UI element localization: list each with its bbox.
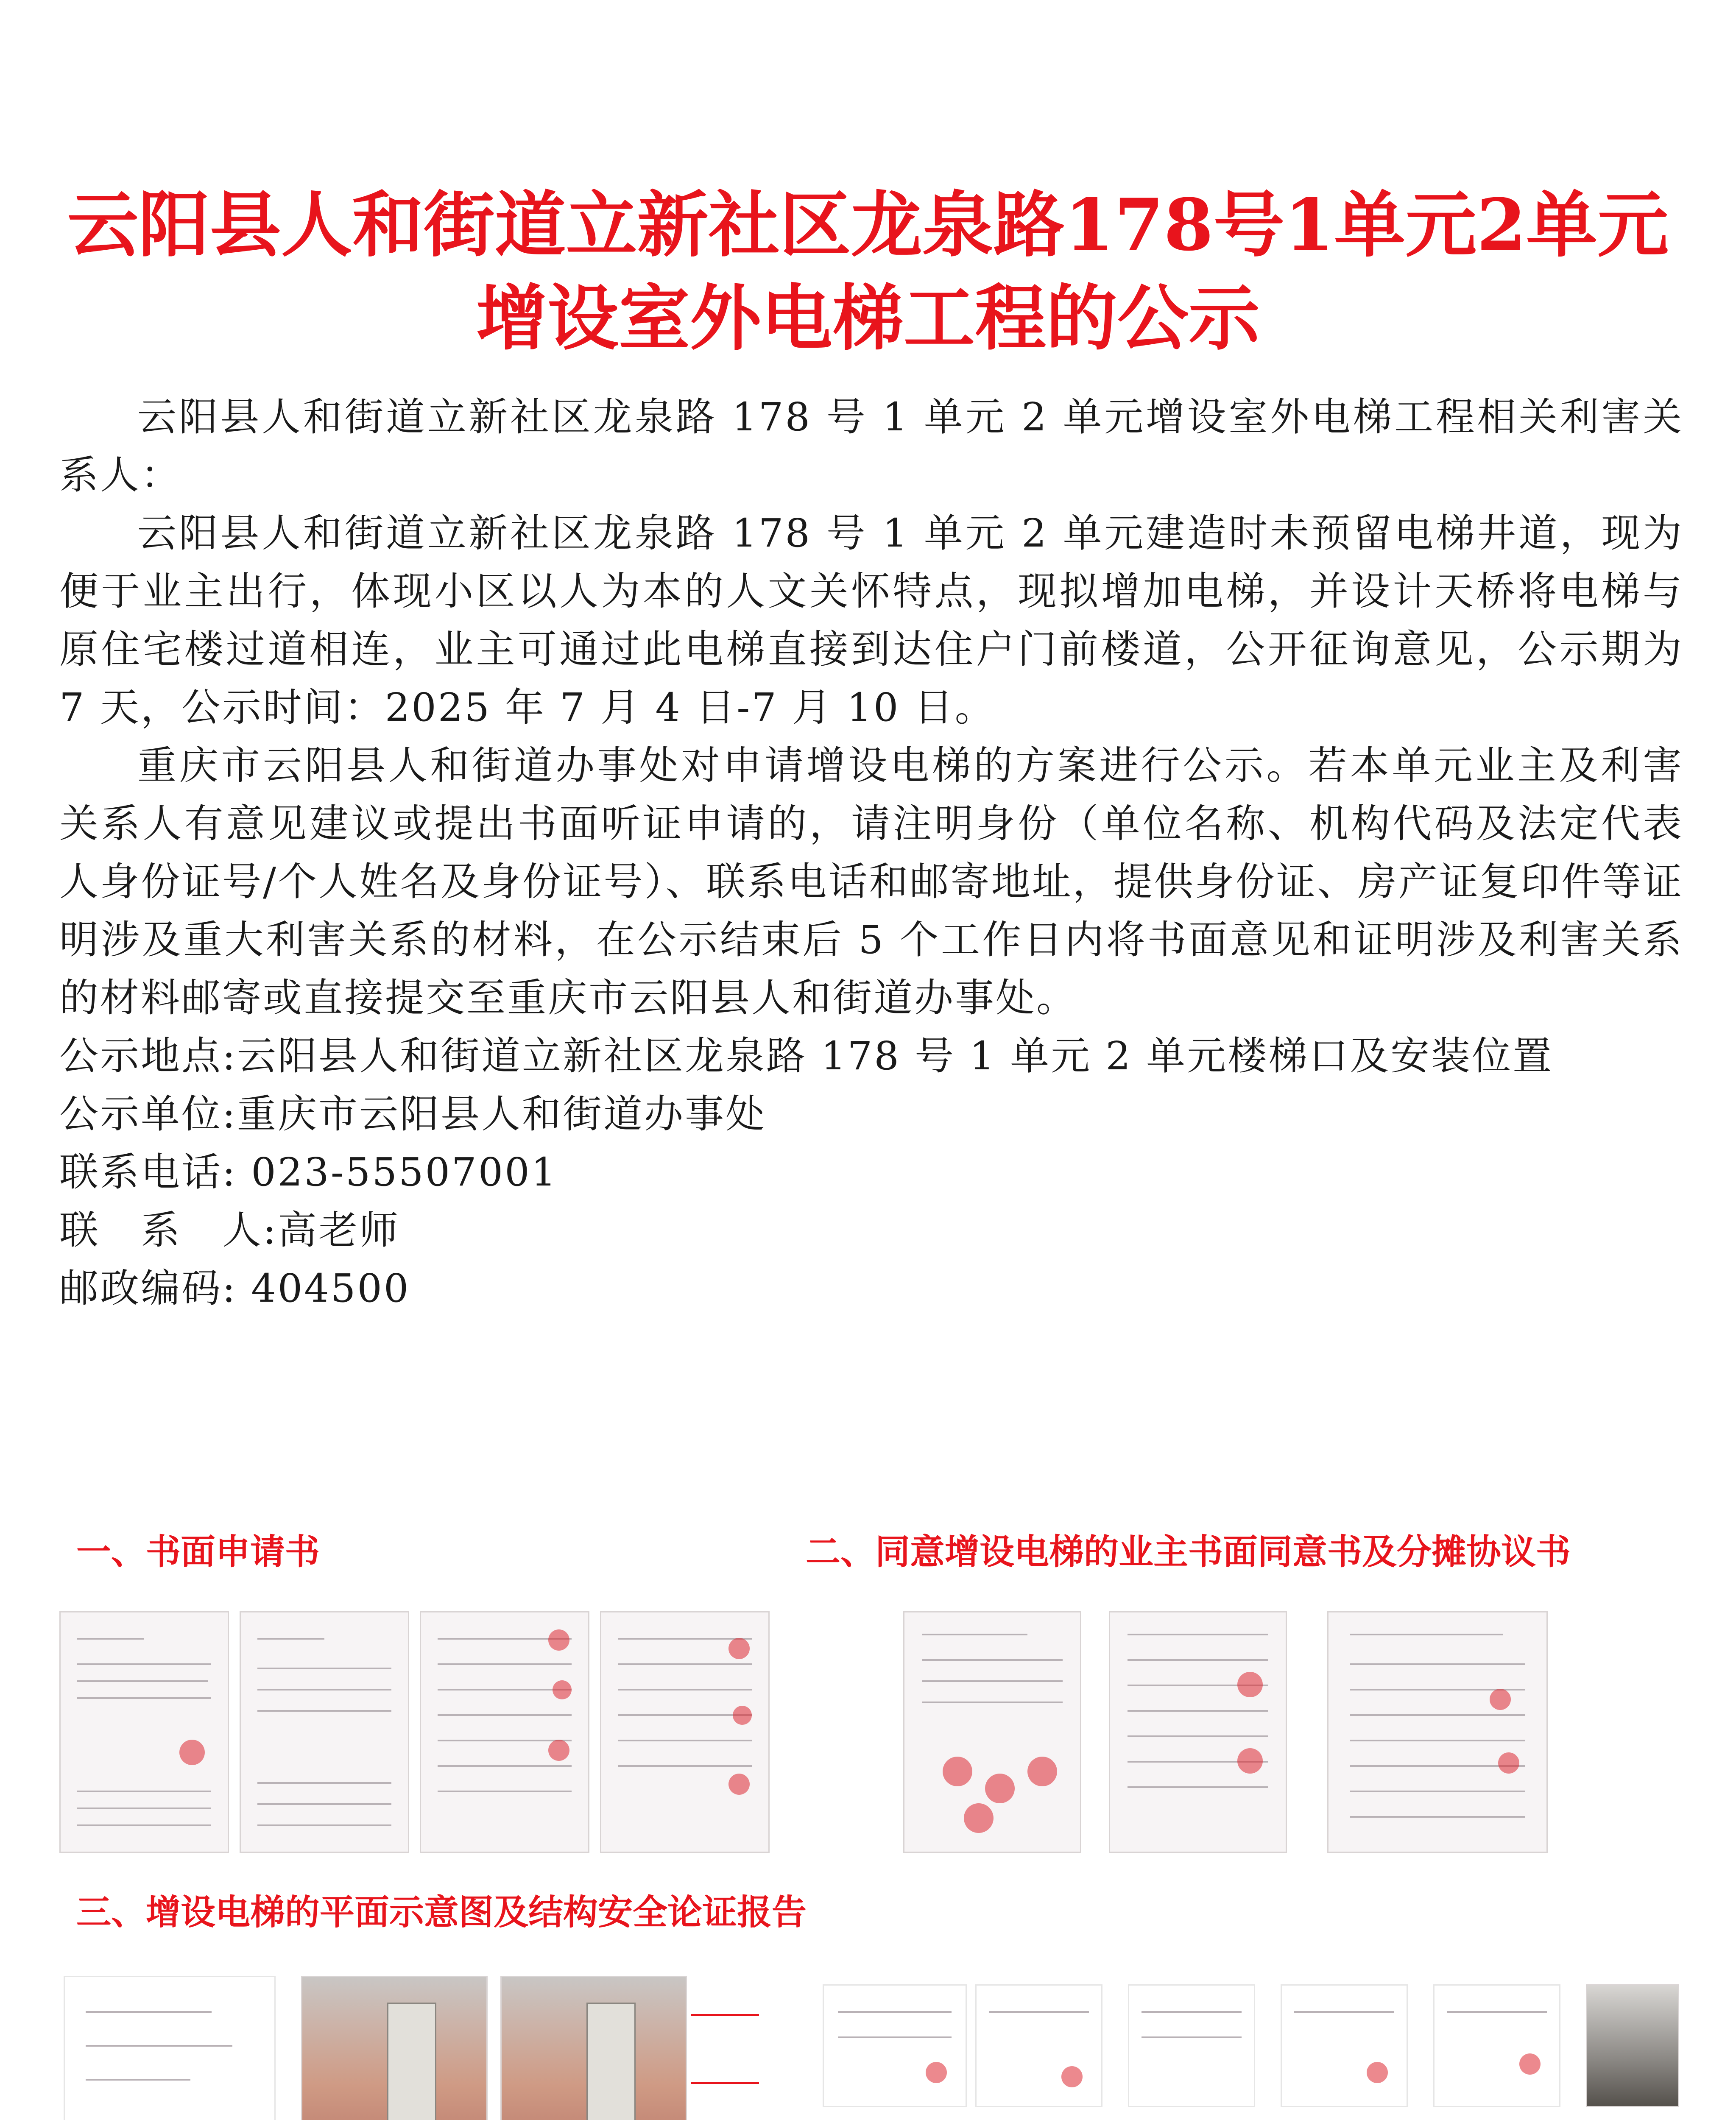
application-letter-page-2 bbox=[240, 1611, 409, 1853]
notice-title-line1: 云阳县人和街道立新社区龙泉路178号1单元2单元 bbox=[67, 183, 1669, 267]
safety-report-page-1 bbox=[823, 1984, 967, 2107]
safety-report-page-2 bbox=[1281, 1984, 1408, 2107]
contact-phone: 联系电话: 023-55507001 bbox=[59, 1149, 558, 1195]
consent-form-page-2 bbox=[1109, 1611, 1287, 1853]
consent-form-page-1 bbox=[903, 1611, 1081, 1853]
application-letter-page-1 bbox=[59, 1611, 229, 1853]
notice-body bbox=[59, 388, 1683, 1317]
contact-person: 联 系 人:高老师 bbox=[59, 1208, 400, 1253]
elevator-rendering-photo-1 bbox=[301, 1976, 488, 2120]
safety-report-page-3 bbox=[1433, 1984, 1560, 2107]
application-signature-page-1 bbox=[420, 1611, 589, 1853]
section-1-heading: 一、书面申请书 bbox=[76, 1531, 320, 1572]
paragraph-2: 重庆市云阳县人和街道办事处对申请增设电梯的方案进行公示。若本单元业主及利害关系人有意见建议或提出书面听证申请的，请注明身份（单位名称、机构代码及法定代表人身份证号/个人姓名及身份证号）、联系电话和邮寄地址，提供身份证、房产证复印件等证明涉及重大利害关系的材料，在公示结束后 5 个工作日内将书面意见和证明涉及利害关系的材料邮寄或直接提交至重庆市云阳县人和街道办事处。 bbox=[59, 743, 1683, 1021]
addressee: 云阳县人和街道立新社区龙泉路 178 号 1 单元 2 单元增设室外电梯工程相关利害关系人： bbox=[59, 394, 1683, 498]
postal-code: 邮政编码: 404500 bbox=[59, 1266, 410, 1311]
building-photo bbox=[1586, 1984, 1679, 2107]
section-2-heading: 二、同意增设电梯的业主书面同意书及分摊协议书 bbox=[806, 1531, 1571, 1572]
section-3-heading: 三、增设电梯的平面示意图及结构安全论证报告 bbox=[76, 1892, 807, 1933]
cost-sharing-agreement bbox=[1327, 1611, 1548, 1853]
elevator-rendering-photo-2 bbox=[500, 1976, 687, 2120]
qualification-certificate-copy bbox=[1128, 1984, 1255, 2107]
business-license-copy bbox=[975, 1984, 1102, 2107]
application-signature-page-2 bbox=[600, 1611, 770, 1853]
notice-title-line2: 增设室外电梯工程的公示 bbox=[476, 276, 1260, 360]
notice-unit: 公示单位:重庆市云阳县人和街道办事处 bbox=[59, 1091, 766, 1137]
paragraph-1: 云阳县人和街道立新社区龙泉路 178 号 1 单元 2 单元建造时未预留电梯井道，现为便于业主出行，体现小区以人为本的人文关怀特点，现拟增加电梯，并设计天桥将电梯与原住宅楼过道相连，业主可通过此电梯直接到达住户门前楼道，公开征询意见，公示期为 7 天，公示时间：2025 年 7 月 4 日-7 月 10 日。 bbox=[59, 510, 1683, 730]
notice-location: 公示地点:云阳县人和街道立新社区龙泉路 178 号 1 单元 2 单元楼梯口及安装位置 bbox=[59, 1033, 1554, 1079]
rendering-annotations bbox=[687, 1976, 768, 2120]
site-plan-drawing-1 bbox=[64, 1976, 276, 2120]
